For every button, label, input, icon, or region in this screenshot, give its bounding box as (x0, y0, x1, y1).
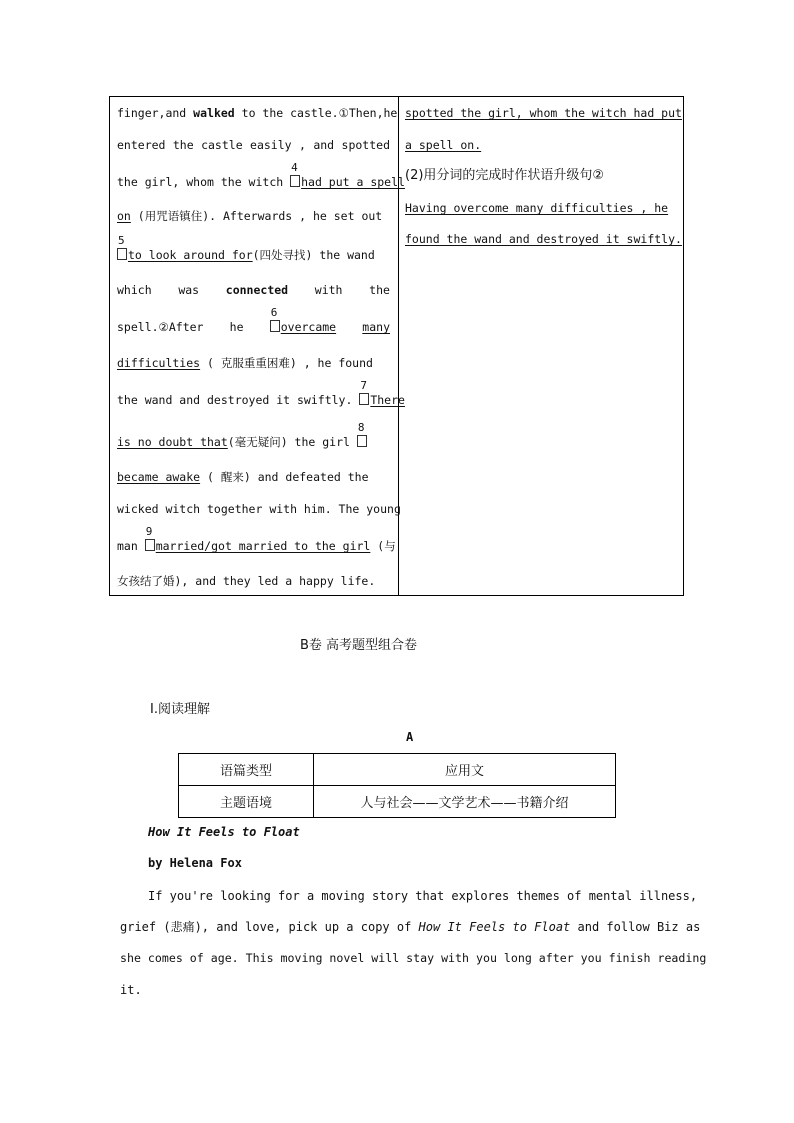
reading-heading: Ⅰ.阅读理解 (150, 702, 210, 717)
right-line-3: (2)用分词的完成时作状语升级句② (405, 168, 605, 183)
left-line-13: man 9 married/got married to the girl (与 (117, 525, 396, 553)
answer-6: overcame (280, 320, 337, 334)
answer-7: There (370, 393, 405, 407)
left-line-8: difficulties ( 克服重重困难) , he found (117, 356, 373, 370)
exercise-table (109, 96, 684, 596)
theme-value: 人与社会——文学艺术——书籍介绍 (314, 786, 616, 818)
passage-letter: A (406, 730, 414, 744)
blank-box-7: 7 (359, 393, 369, 405)
blank-box-4: 4 (290, 175, 300, 187)
blank-box-9: 9 (145, 539, 155, 551)
left-line-4: on (用咒语镇住). Afterwards , he set out (117, 209, 383, 223)
blank-box-8: 8 (357, 435, 367, 447)
left-line-12: wicked witch together with him. The young (117, 502, 401, 516)
section-title: B卷 高考题型组合卷 (300, 638, 418, 653)
left-line-3: the girl, whom the witch 4 had put a spell (117, 161, 405, 189)
left-line-7: spell.②After he 6 overcame many (117, 306, 390, 334)
answer-8: became awake (117, 470, 201, 484)
right-line-5: found the wand and destroyed it swiftly. (405, 232, 682, 246)
left-line-11: became awake ( 醒来) and defeated the (117, 470, 369, 484)
right-line-1: spotted the girl, whom the witch had put (405, 106, 682, 120)
left-line-6: which was connected with the (117, 283, 390, 297)
theme-label: 主题语境 (179, 786, 314, 818)
book-author: by Helena Fox (148, 856, 242, 870)
passage-info-table (178, 753, 616, 818)
book-title: How It Feels to Float (148, 825, 300, 839)
left-line-14: 女孩结了婚), and they led a happy life. (117, 574, 376, 588)
blank-box-6: 6 (270, 320, 280, 332)
paragraph-line-3: she comes of age. This moving novel will stay with you long after you finish reading (120, 951, 707, 965)
right-line-2: a spell on. (405, 138, 482, 152)
answer-5: to look around for (128, 248, 253, 262)
table-divider (398, 97, 399, 595)
left-line-2: entered the castle easily , and spotted (117, 138, 390, 152)
left-line-9: the wand and destroyed it swiftly. 7 There (117, 379, 405, 407)
genre-label: 语篇类型 (179, 754, 314, 786)
genre-value: 应用文 (314, 754, 616, 786)
blank-box-5: 5 (117, 248, 127, 260)
answer-4: had put a spell (301, 175, 405, 189)
paragraph-line-2: grief (悲痛), and love, pick up a copy of How It Feels to Float and follow Biz as (120, 920, 701, 934)
paragraph-line-1: If you're looking for a moving story that explores themes of mental illness, (148, 889, 698, 903)
left-line-1: finger,and walked to the castle.①Then,he (117, 106, 398, 120)
paragraph-line-4: it. (120, 983, 142, 997)
left-line-5: 5 to look around for(四处寻找) the wand (118, 234, 375, 262)
answer-9: married/got married to the girl (155, 539, 371, 553)
left-line-10: is no doubt that(毫无疑问) the girl 8 (117, 434, 368, 450)
right-line-4: Having overcome many difficulties , he (405, 201, 669, 215)
inline-book-title: How It Feels to Float (418, 920, 571, 934)
